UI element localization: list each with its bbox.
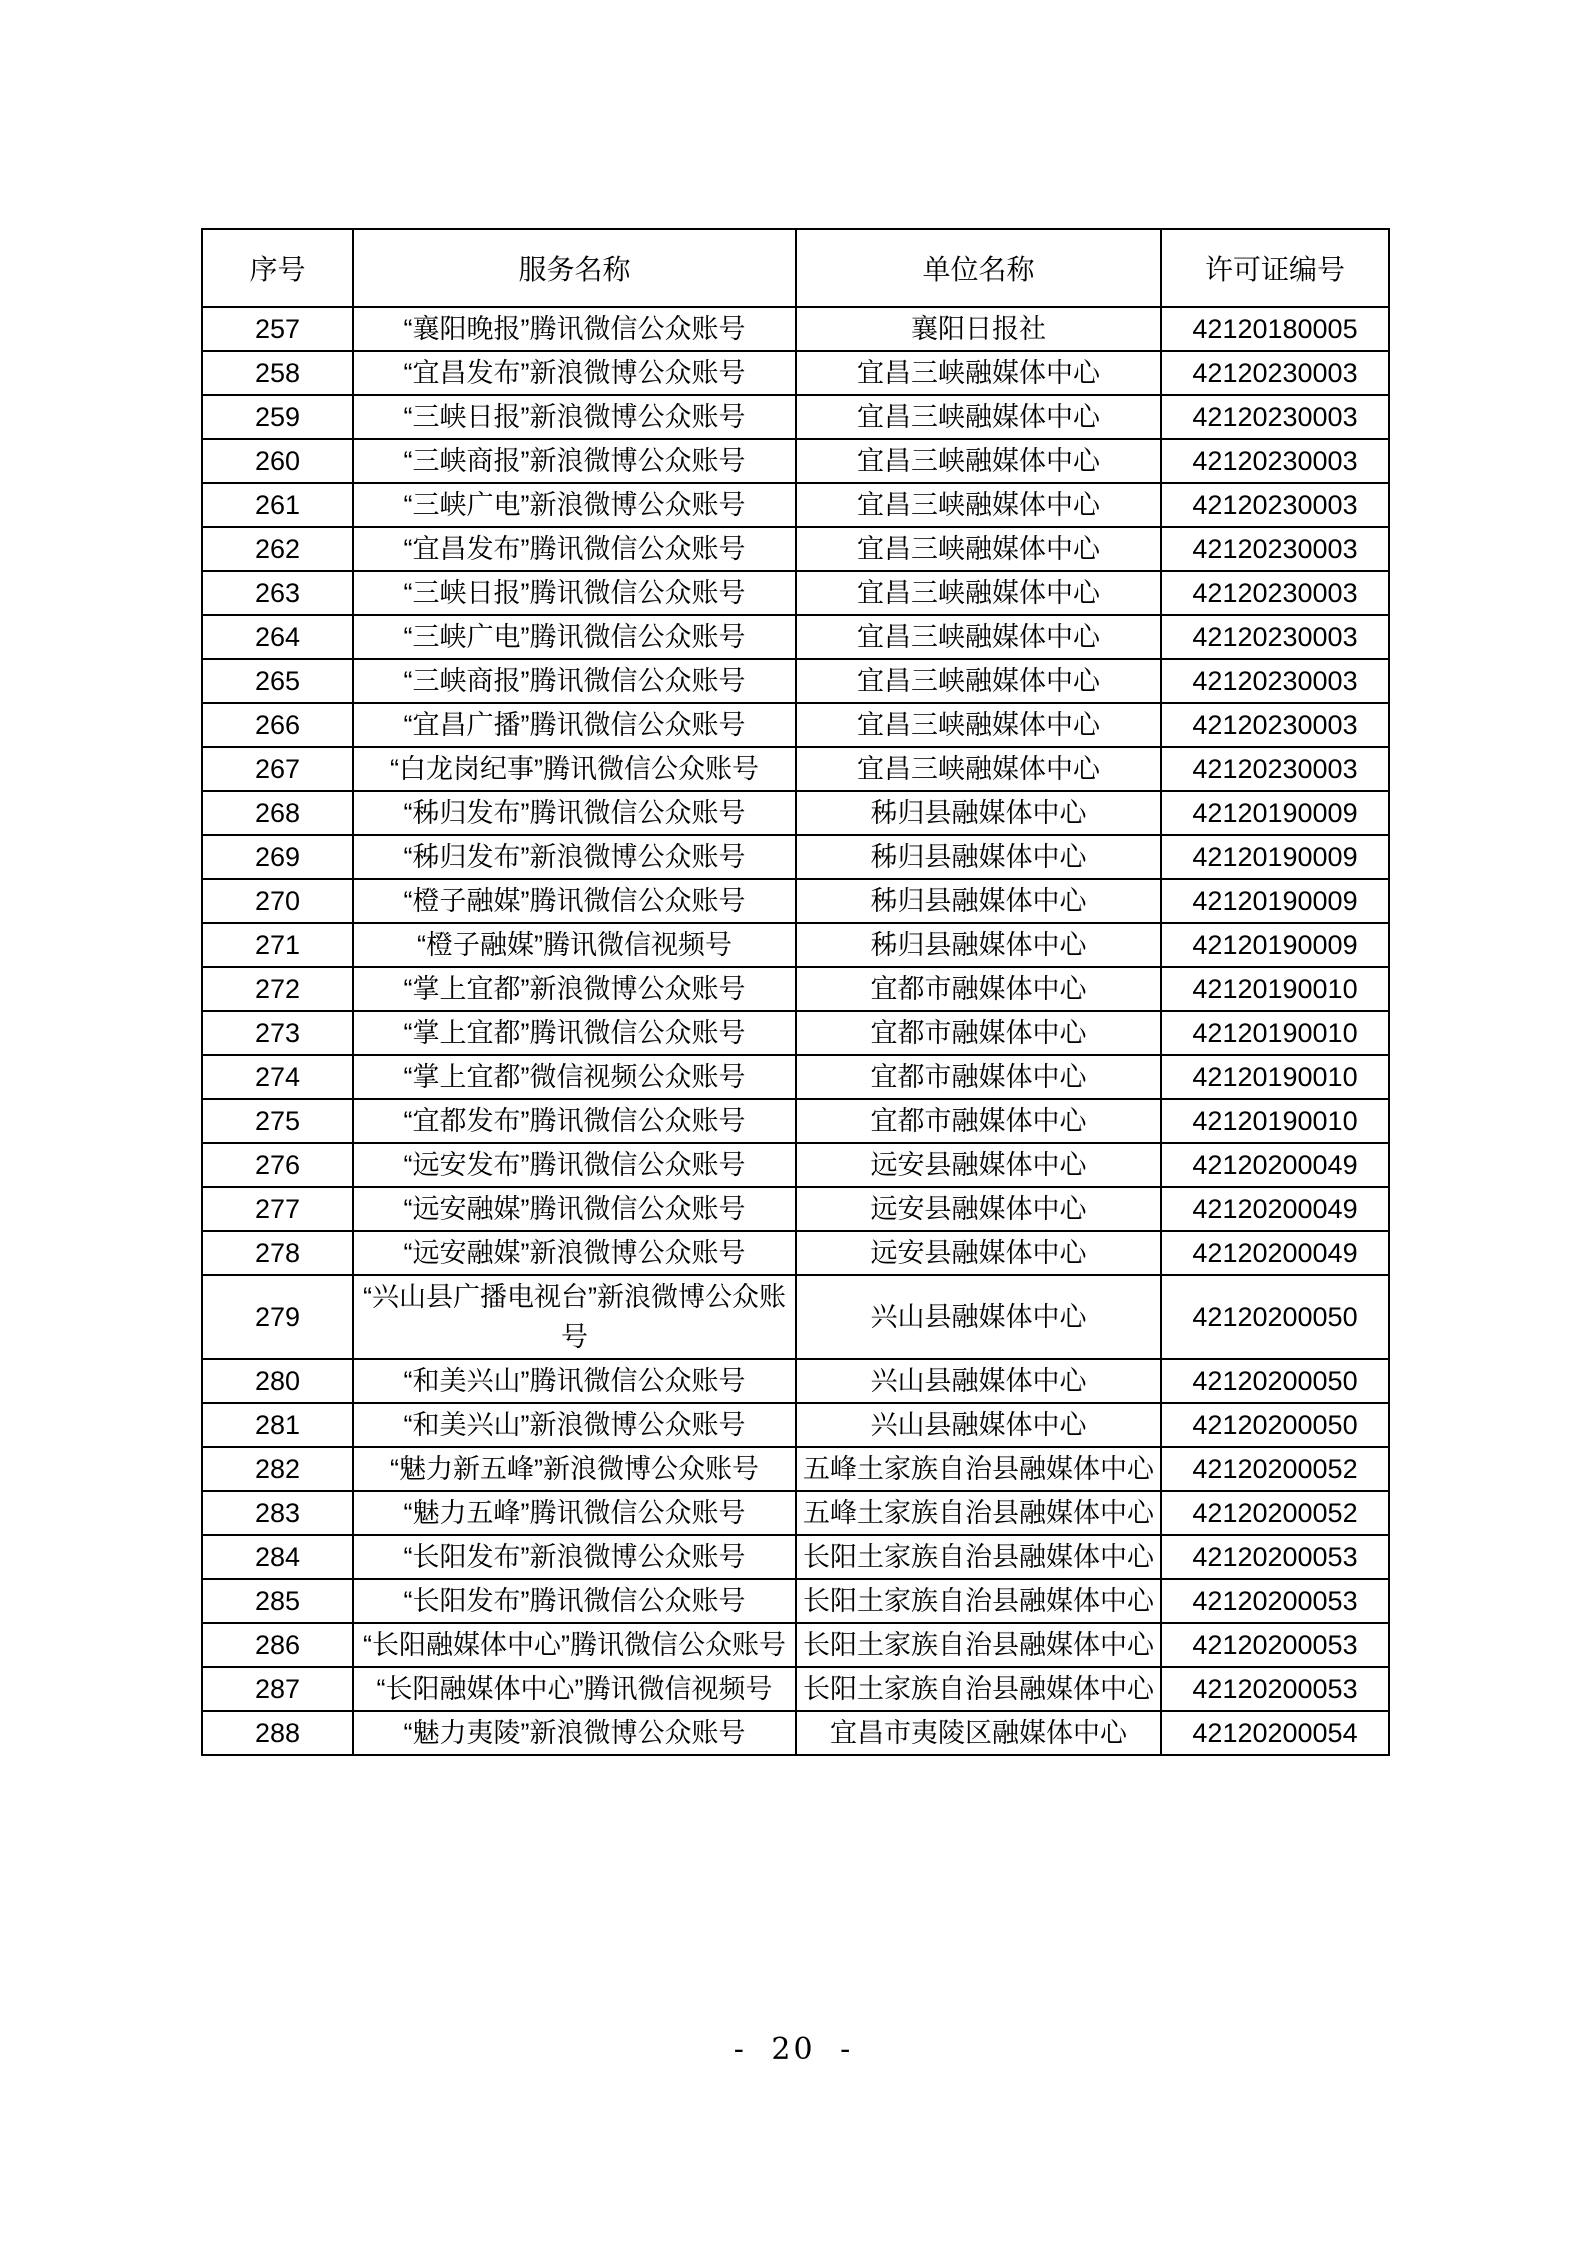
cell-service: “秭归发布”新浪微博公众账号: [353, 835, 796, 879]
table-row: [202, 659, 1389, 703]
cell-no: 282: [202, 1447, 353, 1491]
cell-no: 276: [202, 1143, 353, 1187]
cell-no: 279: [202, 1275, 353, 1359]
cell-license: 42120190010: [1161, 967, 1389, 1011]
cell-license: 42120180005: [1161, 307, 1389, 351]
table-body: [202, 307, 1389, 1755]
cell-service: “长阳融媒体中心”腾讯微信视频号: [353, 1667, 796, 1711]
cell-license: 42120200053: [1161, 1535, 1389, 1579]
cell-service: “宜都发布”腾讯微信公众账号: [353, 1099, 796, 1143]
cell-license: 42120230003: [1161, 483, 1389, 527]
cell-service: “掌上宜都”腾讯微信公众账号: [353, 1011, 796, 1055]
cell-unit: 襄阳日报社: [796, 307, 1161, 351]
cell-service: “三峡日报”腾讯微信公众账号: [353, 571, 796, 615]
cell-service: “三峡广电”新浪微博公众账号: [353, 483, 796, 527]
cell-no: 268: [202, 791, 353, 835]
cell-no: 269: [202, 835, 353, 879]
cell-service: “三峡商报”新浪微博公众账号: [353, 439, 796, 483]
table-row: [202, 1711, 1389, 1755]
cell-license: 42120200052: [1161, 1447, 1389, 1491]
cell-service: “橙子融媒”腾讯微信公众账号: [353, 879, 796, 923]
table-row: [202, 791, 1389, 835]
cell-unit: 长阳土家族自治县融媒体中心: [796, 1579, 1161, 1623]
cell-unit: 宜昌三峡融媒体中心: [796, 439, 1161, 483]
cell-service: “远安发布”腾讯微信公众账号: [353, 1143, 796, 1187]
cell-no: 273: [202, 1011, 353, 1055]
cell-unit: 远安县融媒体中心: [796, 1143, 1161, 1187]
cell-license: 42120200050: [1161, 1275, 1389, 1359]
table-row: [202, 879, 1389, 923]
cell-no: 257: [202, 307, 353, 351]
table-row: [202, 351, 1389, 395]
cell-service: “远安融媒”腾讯微信公众账号: [353, 1187, 796, 1231]
cell-unit: 兴山县融媒体中心: [796, 1359, 1161, 1403]
table-row: [202, 747, 1389, 791]
column-header-no: 序号: [202, 229, 353, 307]
cell-service: “远安融媒”新浪微博公众账号: [353, 1231, 796, 1275]
cell-license: 42120200053: [1161, 1667, 1389, 1711]
table-row: [202, 923, 1389, 967]
cell-unit: 宜都市融媒体中心: [796, 1055, 1161, 1099]
table-row: [202, 307, 1389, 351]
cell-no: 287: [202, 1667, 353, 1711]
cell-no: 283: [202, 1491, 353, 1535]
cell-no: 270: [202, 879, 353, 923]
table-row: [202, 1579, 1389, 1623]
cell-service: “橙子融媒”腾讯微信视频号: [353, 923, 796, 967]
table-row: [202, 1667, 1389, 1711]
cell-unit: 兴山县融媒体中心: [796, 1275, 1161, 1359]
cell-license: 42120200053: [1161, 1579, 1389, 1623]
cell-no: 272: [202, 967, 353, 1011]
cell-no: 280: [202, 1359, 353, 1403]
cell-license: 42120230003: [1161, 439, 1389, 483]
cell-service: “掌上宜都”微信视频公众账号: [353, 1055, 796, 1099]
cell-unit: 宜昌三峡融媒体中心: [796, 527, 1161, 571]
table-row: [202, 1403, 1389, 1447]
cell-service: “三峡广电”腾讯微信公众账号: [353, 615, 796, 659]
table-row: [202, 439, 1389, 483]
table-row: [202, 1623, 1389, 1667]
cell-service: “掌上宜都”新浪微博公众账号: [353, 967, 796, 1011]
cell-unit: 秭归县融媒体中心: [796, 835, 1161, 879]
cell-unit: 秭归县融媒体中心: [796, 879, 1161, 923]
cell-no: 278: [202, 1231, 353, 1275]
cell-license: 42120230003: [1161, 571, 1389, 615]
cell-service: “和美兴山”新浪微博公众账号: [353, 1403, 796, 1447]
table-row: [202, 527, 1389, 571]
cell-service: “宜昌发布”新浪微博公众账号: [353, 351, 796, 395]
cell-license: 42120190010: [1161, 1055, 1389, 1099]
cell-unit: 五峰土家族自治县融媒体中心: [796, 1447, 1161, 1491]
cell-service: “长阳融媒体中心”腾讯微信公众账号: [353, 1623, 796, 1667]
cell-service: “长阳发布”新浪微博公众账号: [353, 1535, 796, 1579]
cell-unit: 远安县融媒体中心: [796, 1231, 1161, 1275]
cell-license: 42120190009: [1161, 923, 1389, 967]
cell-service: “魅力夷陵”新浪微博公众账号: [353, 1711, 796, 1755]
cell-unit: 长阳土家族自治县融媒体中心: [796, 1535, 1161, 1579]
table-row: [202, 703, 1389, 747]
cell-unit: 宜昌市夷陵区融媒体中心: [796, 1711, 1161, 1755]
cell-no: 259: [202, 395, 353, 439]
table-row: [202, 835, 1389, 879]
cell-no: 275: [202, 1099, 353, 1143]
cell-license: 42120200053: [1161, 1623, 1389, 1667]
cell-license: 42120200052: [1161, 1491, 1389, 1535]
cell-service: “兴山县广播电视台”新浪微博公众账号: [353, 1275, 796, 1359]
cell-license: 42120190010: [1161, 1011, 1389, 1055]
cell-license: 42120190010: [1161, 1099, 1389, 1143]
cell-unit: 宜昌三峡融媒体中心: [796, 659, 1161, 703]
cell-no: 277: [202, 1187, 353, 1231]
cell-no: 258: [202, 351, 353, 395]
cell-service: “襄阳晚报”腾讯微信公众账号: [353, 307, 796, 351]
cell-no: 271: [202, 923, 353, 967]
cell-unit: 五峰土家族自治县融媒体中心: [796, 1491, 1161, 1535]
table-row: [202, 1143, 1389, 1187]
cell-no: 281: [202, 1403, 353, 1447]
cell-license: 42120230003: [1161, 351, 1389, 395]
cell-unit: 宜都市融媒体中心: [796, 1011, 1161, 1055]
cell-service: “和美兴山”腾讯微信公众账号: [353, 1359, 796, 1403]
cell-no: 286: [202, 1623, 353, 1667]
cell-license: 42120230003: [1161, 747, 1389, 791]
cell-unit: 宜昌三峡融媒体中心: [796, 483, 1161, 527]
cell-no: 288: [202, 1711, 353, 1755]
cell-license: 42120190009: [1161, 879, 1389, 923]
cell-license: 42120230003: [1161, 395, 1389, 439]
cell-license: 42120200054: [1161, 1711, 1389, 1755]
cell-unit: 秭归县融媒体中心: [796, 791, 1161, 835]
cell-unit: 宜昌三峡融媒体中心: [796, 351, 1161, 395]
cell-unit: 长阳土家族自治县融媒体中心: [796, 1667, 1161, 1711]
cell-no: 274: [202, 1055, 353, 1099]
table-row: [202, 1275, 1389, 1359]
cell-unit: 长阳土家族自治县融媒体中心: [796, 1623, 1161, 1667]
column-header-unit: 单位名称: [796, 229, 1161, 307]
column-header-license: 许可证编号: [1161, 229, 1389, 307]
cell-unit: 宜昌三峡融媒体中心: [796, 395, 1161, 439]
cell-license: 42120230003: [1161, 703, 1389, 747]
cell-no: 265: [202, 659, 353, 703]
table-row: [202, 967, 1389, 1011]
table-row: [202, 1231, 1389, 1275]
cell-license: 42120190009: [1161, 835, 1389, 879]
cell-service: “白龙岗纪事”腾讯微信公众账号: [353, 747, 796, 791]
table-row: [202, 483, 1389, 527]
column-header-service: 服务名称: [353, 229, 796, 307]
cell-no: 262: [202, 527, 353, 571]
cell-service: “宜昌发布”腾讯微信公众账号: [353, 527, 796, 571]
cell-no: 266: [202, 703, 353, 747]
table-row: [202, 1359, 1389, 1403]
cell-service: “长阳发布”腾讯微信公众账号: [353, 1579, 796, 1623]
cell-service: “三峡商报”腾讯微信公众账号: [353, 659, 796, 703]
table-row: [202, 1535, 1389, 1579]
cell-license: 42120200049: [1161, 1187, 1389, 1231]
table-header-row: [202, 229, 1389, 307]
cell-no: 285: [202, 1579, 353, 1623]
cell-no: 263: [202, 571, 353, 615]
license-table: [201, 228, 1390, 1756]
table-row: [202, 1491, 1389, 1535]
table-row: [202, 1055, 1389, 1099]
cell-license: 42120230003: [1161, 659, 1389, 703]
cell-license: 42120200050: [1161, 1359, 1389, 1403]
cell-license: 42120200049: [1161, 1231, 1389, 1275]
cell-license: 42120230003: [1161, 527, 1389, 571]
cell-unit: 宜都市融媒体中心: [796, 967, 1161, 1011]
cell-service: “魅力五峰”腾讯微信公众账号: [353, 1491, 796, 1535]
table-row: [202, 395, 1389, 439]
cell-unit: 兴山县融媒体中心: [796, 1403, 1161, 1447]
cell-unit: 宜昌三峡融媒体中心: [796, 703, 1161, 747]
cell-unit: 宜昌三峡融媒体中心: [796, 747, 1161, 791]
cell-no: 260: [202, 439, 353, 483]
cell-license: 42120200049: [1161, 1143, 1389, 1187]
cell-no: 267: [202, 747, 353, 791]
cell-service: “宜昌广播”腾讯微信公众账号: [353, 703, 796, 747]
cell-unit: 宜昌三峡融媒体中心: [796, 615, 1161, 659]
cell-no: 261: [202, 483, 353, 527]
table-row: [202, 615, 1389, 659]
cell-unit: 宜昌三峡融媒体中心: [796, 571, 1161, 615]
cell-no: 284: [202, 1535, 353, 1579]
cell-unit: 远安县融媒体中心: [796, 1187, 1161, 1231]
table-row: [202, 1011, 1389, 1055]
cell-service: “三峡日报”新浪微博公众账号: [353, 395, 796, 439]
cell-no: 264: [202, 615, 353, 659]
table-row: [202, 1447, 1389, 1491]
cell-service: “秭归发布”腾讯微信公众账号: [353, 791, 796, 835]
table-row: [202, 571, 1389, 615]
table-row: [202, 1099, 1389, 1143]
table-row: [202, 1187, 1389, 1231]
cell-unit: 秭归县融媒体中心: [796, 923, 1161, 967]
cell-service: “魅力新五峰”新浪微博公众账号: [353, 1447, 796, 1491]
page-number: - 20 -: [733, 2032, 854, 2067]
table-header-row: [202, 229, 1389, 307]
cell-license: 42120190009: [1161, 791, 1389, 835]
cell-license: 42120200050: [1161, 1403, 1389, 1447]
cell-unit: 宜都市融媒体中心: [796, 1099, 1161, 1143]
cell-license: 42120230003: [1161, 615, 1389, 659]
